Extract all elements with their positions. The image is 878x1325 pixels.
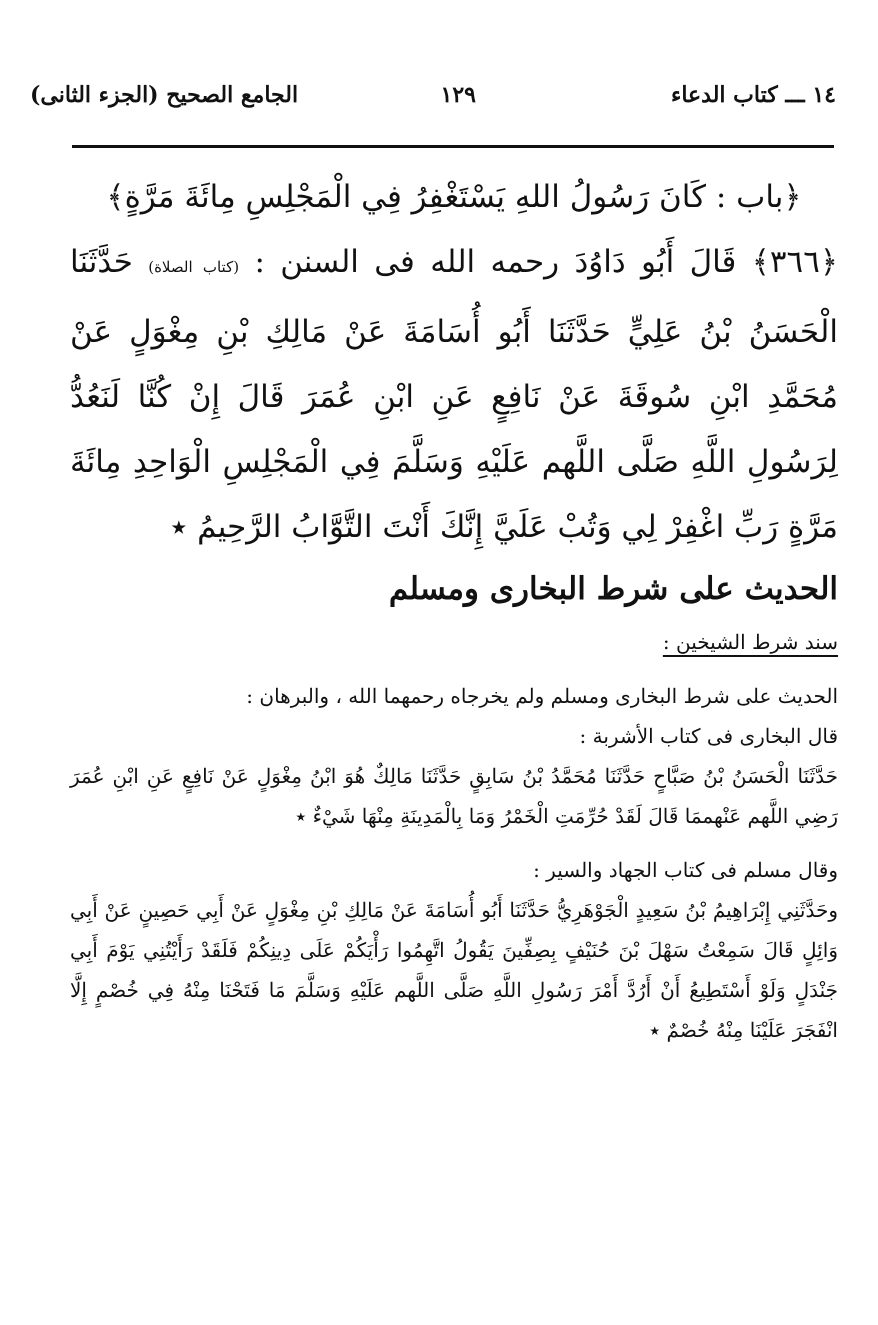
commentary-paragraph: الحديث على شرط البخارى ومسلم ولم يخرجاه رحمهما الله ، والبرهان : bbox=[246, 684, 838, 708]
bukhari-source-label: قال البخارى فى كتاب الأشربة : bbox=[579, 724, 838, 748]
book-title: الجامع الصحيح (الجزء الثانى) bbox=[30, 82, 299, 108]
chapter-title: ﴿باب : كَانَ رَسُولُ اللهِ يَسْتَغْفِرُ فِي الْمَجْلِسِ مِائَةَ مَرَّةٍ﴾ bbox=[106, 179, 802, 215]
hadith-paragraph bbox=[70, 230, 838, 560]
muslim-hadith-text: وحَدَّثَنِي إِبْرَاهِيمُ بْنُ سَعِيدٍ الْجَوْهَرِيُّ حَدَّثَنَا أَبُو أُسَامَةَ عَنْ مَالِكِ بْنِ مِغْوَلٍ عَنْ أَبِي حَصِينٍ عَنْ أَبِي وَائِلٍ قَالَ سَمِعْتُ سَهْلَ بْنَ حُنَيْفٍ بِصِفِّينَ يَقُولُ اتَّهِمُوا رَأْيَكُمْ عَلَى دِينِكُمْ فَلَقَدْ رَأَيْتُنِي يَوْمَ أَبِي جَنْدَلٍ وَلَوْ أَسْتَطِيعُ أَنْ أَرُدَّ أَمْرَ رَسُولِ اللَّهِ صَلَّى اللَّهم عَلَيْهِ وَسَلَّمَ مَا فَتَحْنَا مِنْهُ فِي خُصْمٍ إِلَّا انْفَجَرَ عَلَيْنَا مِنْهُ خُصْمٌ ٭ bbox=[70, 898, 838, 1042]
spacer bbox=[70, 662, 838, 676]
section-heading bbox=[70, 622, 838, 662]
bukhari-hadith-text: حَدَّثَنَا الْحَسَنُ بْنُ صَبَّاحٍ حَدَّثَنَا مُحَمَّدُ بْنُ سَابِقٍ حَدَّثَنَا مَالِكٌ هُوَ ابْنُ مِغْوَلٍ عَنْ نَافِعٍ عَنِ ابْنِ عُمَرَ رَضِي اللَّهم عَنْهممَا قَالَ لَقَدْ حُرِّمَتِ الْخَمْرُ وَمَا بِالْمَدِينَةِ مِنْهَا شَيْءٌ ٭ bbox=[70, 764, 838, 828]
hadith-ruling: الحديث على شرط البخارى ومسلم bbox=[388, 571, 838, 607]
page-header bbox=[30, 82, 836, 118]
page-number: ١٢٩ bbox=[440, 82, 476, 108]
hadith-number: ﴿٣٦٦﴾ bbox=[751, 244, 839, 280]
hadith-text: حَدَّثَنَا الْحَسَنُ بْنُ عَلِيٍّ حَدَّثَنَا أَبُو أُسَامَةَ عَنْ مَالِكِ بْنِ مِغْوَلٍ عَنْ مُحَمَّدِ ابْنِ سُوقَةَ عَنْ نَافِعٍ عَنِ ابْنِ عُمَرَ قَالَ إِنْ كُنَّا لَنَعُدُّ لِرَسُولِ اللَّهِ صَلَّى اللَّهم عَلَيْهِ وَسَلَّمَ فِي الْمَجْلِسِ الْوَاحِدِ مِائَةَ مَرَّةٍ رَبِّ اغْفِرْ لِي وَتُبْ عَلَيَّ إِنَّكَ أَنْتَ التَّوَّابُ الرَّحِيمُ ٭ bbox=[70, 244, 838, 545]
section-heading-text: سند شرط الشيخين : bbox=[662, 630, 838, 654]
header-rule bbox=[72, 145, 834, 148]
hadith-source-note: (كتاب الصلاة) bbox=[148, 258, 240, 276]
spacer bbox=[70, 836, 838, 850]
muslim-source-label: وقال مسلم فى كتاب الجهاد والسير : bbox=[533, 858, 838, 882]
hadith-intro: قَالَ أَبُو دَاوُدَ رحمه الله فى السنن : bbox=[254, 244, 737, 280]
chapter-label: ١٤ ـــ كتاب الدعاء bbox=[670, 82, 836, 108]
page-body bbox=[70, 165, 838, 1050]
